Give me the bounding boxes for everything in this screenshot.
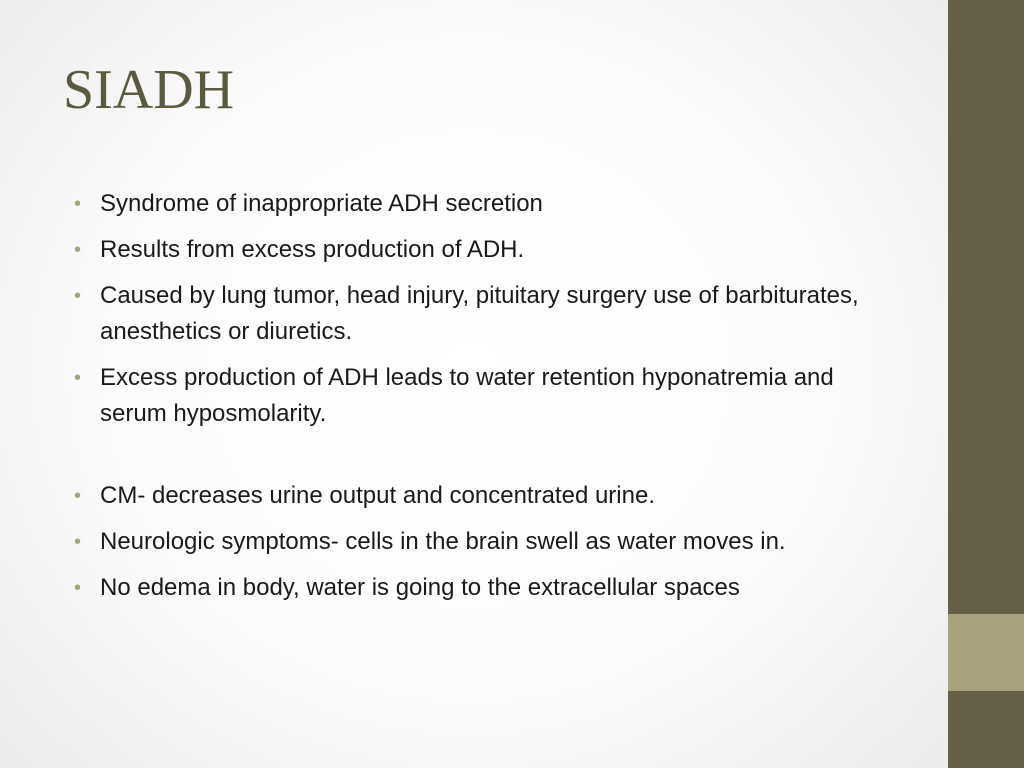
bullet-text: CM- decreases urine output and concentrated urine. [100,482,655,509]
bullet-item [74,570,900,606]
bullet-text: Excess production of ADH leads to water retention hyponatremia and serum hyposmolarity. [100,364,834,427]
bullet-text: Syndrome of inappropriate ADH secretion [100,190,543,217]
bullet-text: No edema in body, water is going to the extracellular spaces [100,574,740,601]
bullet-icon: • [74,485,82,507]
sidebar-accent-block [948,614,1024,691]
bullet-item [74,232,900,268]
bullet-text: Results from excess production of ADH. [100,236,525,263]
bullet-item [74,524,900,560]
bullet-icon: • [74,239,82,261]
bullet-item [74,186,900,222]
bullet-list [74,186,900,616]
bullet-icon: • [74,577,82,599]
bullet-icon: • [74,193,82,215]
bullet-text: Caused by lung tumor, head injury, pituitary surgery use of barbiturates, anesthetics or diuretics. [100,282,859,345]
bullet-icon: • [74,285,82,307]
bullet-text: Neurologic symptoms- cells in the brain swell as water moves in. [100,528,786,555]
slide-title: SIADH [63,59,235,121]
bullet-item [74,360,900,432]
bullet-icon: • [74,531,82,553]
bullet-item [74,278,900,350]
bullet-icon: • [74,367,82,389]
bullet-item [74,478,900,514]
